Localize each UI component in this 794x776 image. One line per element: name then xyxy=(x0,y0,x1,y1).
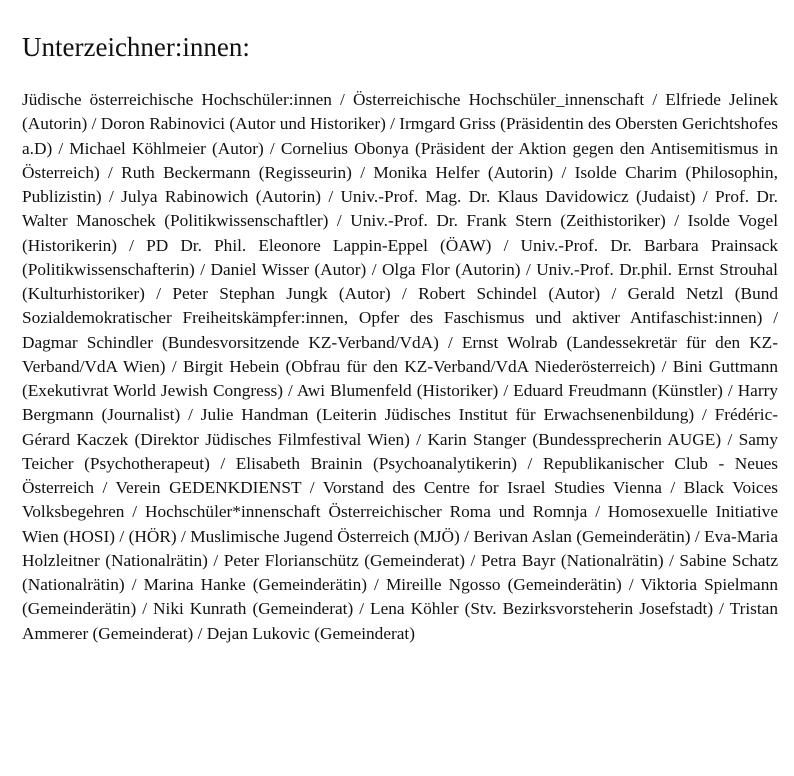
signatories-paragraph: Jüdische österreichische Hochschüler:innen / Österreichische Hochschüler_innenschaft / Elfriede Jelinek (Autorin) / Doron Rabinovici (Autor und Historiker) / Irmgard Griss (Präsidentin des Obersten Gerichtshofes a.D) / Michael Köhlmeier (Autor) / Cornelius Obonya (Präsident der Aktion gegen den Antisemitismus in Österreich) / Ruth Beckermann (Regisseurin) / Monika Helfer (Autorin) / Isolde Charim (Philosophin, Publizistin) / Julya Rabinowich (Autorin) / Univ.-Prof. Mag. Dr. Klaus Davidowicz (Judaist) / Prof. Dr. Walter Manoschek (Politikwissenschaftler) / Univ.-Prof. Dr. Frank Stern (Zeithistoriker) / Isolde Vogel (Historikerin) / PD Dr. Phil. Eleonore Lappin-Eppel (ÖAW) / Univ.-Prof. Dr. Barbara Prainsack (Politikwissenschafterin) / Daniel Wisser (Autor) / Olga Flor (Autorin) / Univ.-Prof. Dr.phil. Ernst Strouhal (Kulturhistoriker) / Peter Stephan Jungk (Autor) / Robert Schindel (Autor) / Gerald Netzl (Bund Sozialdemokratischer Freiheitskämpfer:innen, Opfer des Faschismus und aktiver Antifaschist:innen) / Dagmar Schindler (Bundesvorsitzende KZ-Verband/VdA) / Ernst Wolrab (Landessekretär für den KZ-Verband/VdA Wien) / Birgit Hebein (Obfrau für den KZ-Verband/VdA Niederösterreich) / Bini Guttmann (Exekutivrat World Jewish Congress) / Awi Blumenfeld (Historiker) / Eduard Freudmann (Künstler) / Harry Bergmann (Journalist) / Julie Handman (Leiterin Jüdisches Institut für Erwachsenenbildung) / Frédéric-Gérard Kaczek (Direktor Jüdisches Filmfestival Wien) / Karin Stanger (Bundessprecherin AUGE) / Samy Teicher (Psychotherapeut) / Elisabeth Brainin (Psychoanalytikerin) / Republikanischer Club - Neues Österreich / Verein GEDENKDIENST / Vorstand des Centre for Israel Studies Vienna / Black Voices Volksbegehren / Hochschüler*innenschaft Österreichischer Roma und Romnja / Homosexuelle Initiative Wien (HOSI) / (HÖR) / Muslimische Jugend Österreich (MJÖ) / Berivan Aslan (Gemeinderätin) / Eva-Maria Holzleitner (Nationalrätin) / Peter Florianschütz (Gemeinderat) / Petra Bayr (Nationalrätin) / Sabine Schatz (Nationalrätin) / Marina Hanke (Gemeinderätin) / Mireille Ngosso (Gemeinderätin) / Viktoria Spielmann (Gemeinderätin) / Niki Kunrath (Gemeinderat) / Lena Köhler (Stv. Bezirksvorsteherin Josefstadt) / Tristan Ammerer (Gemeinderat) / Dejan Lukovic (Gemeinderat) xyxy=(22,90,778,643)
document-heading: Unterzeichner:innen: xyxy=(22,32,250,62)
